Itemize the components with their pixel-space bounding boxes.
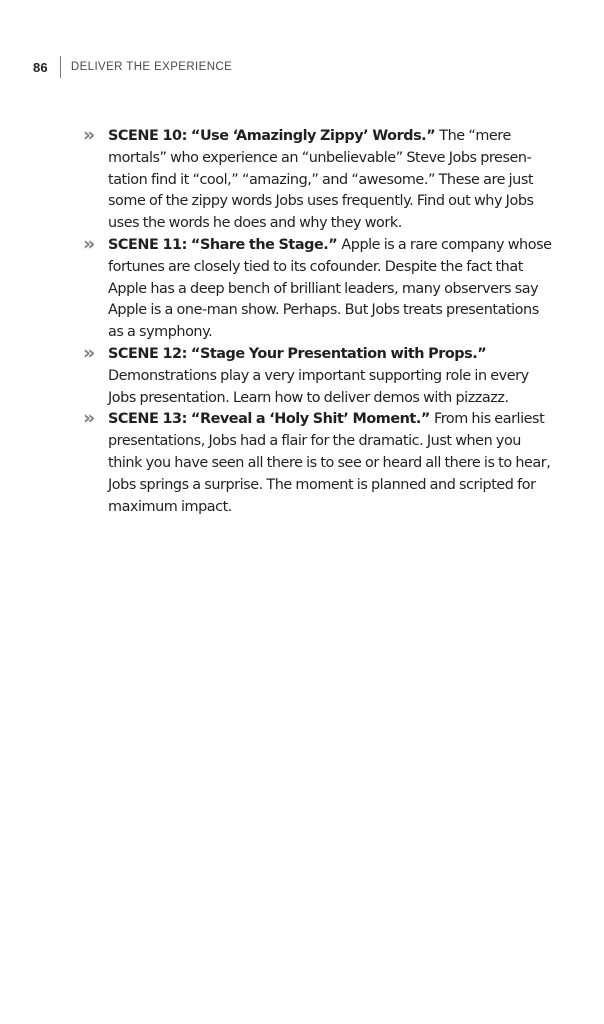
scene-item-12 xyxy=(83,341,553,409)
page-header xyxy=(33,56,232,78)
page-number: 86 xyxy=(33,59,48,75)
scene-title: SCENE 10: “Use ‘Amazingly Zippy’ Words.” xyxy=(108,128,440,144)
scene-body: Demonstrations play a very important supporting role in every Jobs presentation. Learn how to deliver demos with pizzazz. xyxy=(108,367,529,406)
scene-title: SCENE 11: “Share the Stage.” xyxy=(108,236,342,253)
double-chevron-bullet-icon: » xyxy=(83,124,94,146)
scene-item-13 xyxy=(83,409,553,518)
scene-title: SCENE 12: “Stage Your Presentation with Props.” xyxy=(108,345,487,362)
scene-item-10 xyxy=(83,126,553,235)
double-chevron-bullet-icon: » xyxy=(83,407,94,430)
header-divider xyxy=(60,56,61,78)
scene-list xyxy=(83,126,553,518)
double-chevron-bullet-icon: » xyxy=(83,232,94,255)
double-chevron-bullet-icon: » xyxy=(83,341,94,364)
scene-body: Apple is a rare company whose fortunes are closely tied to its cofounder. Despite the fact that Apple has a deep bench of brilliant leaders, many observers say Apple is a one-man show. Perhaps. But Jobs treats presentations as a symphony. xyxy=(108,236,552,341)
scene-body: The “mere mortals” who experience an “unbelievable” Steve Jobs presentation find it “cool,” “amazing,” and “awesome.” These are just some of the zippy words Jobs uses frequently. Find out why Jobs uses the words he does and why they work. xyxy=(108,128,534,232)
running-head: DELIVER THE EXPERIENCE xyxy=(70,61,233,73)
scene-title: SCENE 13: “Reveal a ‘Holy Shit’ Moment.” xyxy=(108,411,434,428)
scene-item-11 xyxy=(83,232,553,344)
scene-body: From his earliest presentations, Jobs had a flair for the dramatic. Just when you think you have seen all there is to see or heard all there is to hear, Jobs springs a surprise. The moment is planned and scripted for maximum impact. xyxy=(108,411,551,515)
